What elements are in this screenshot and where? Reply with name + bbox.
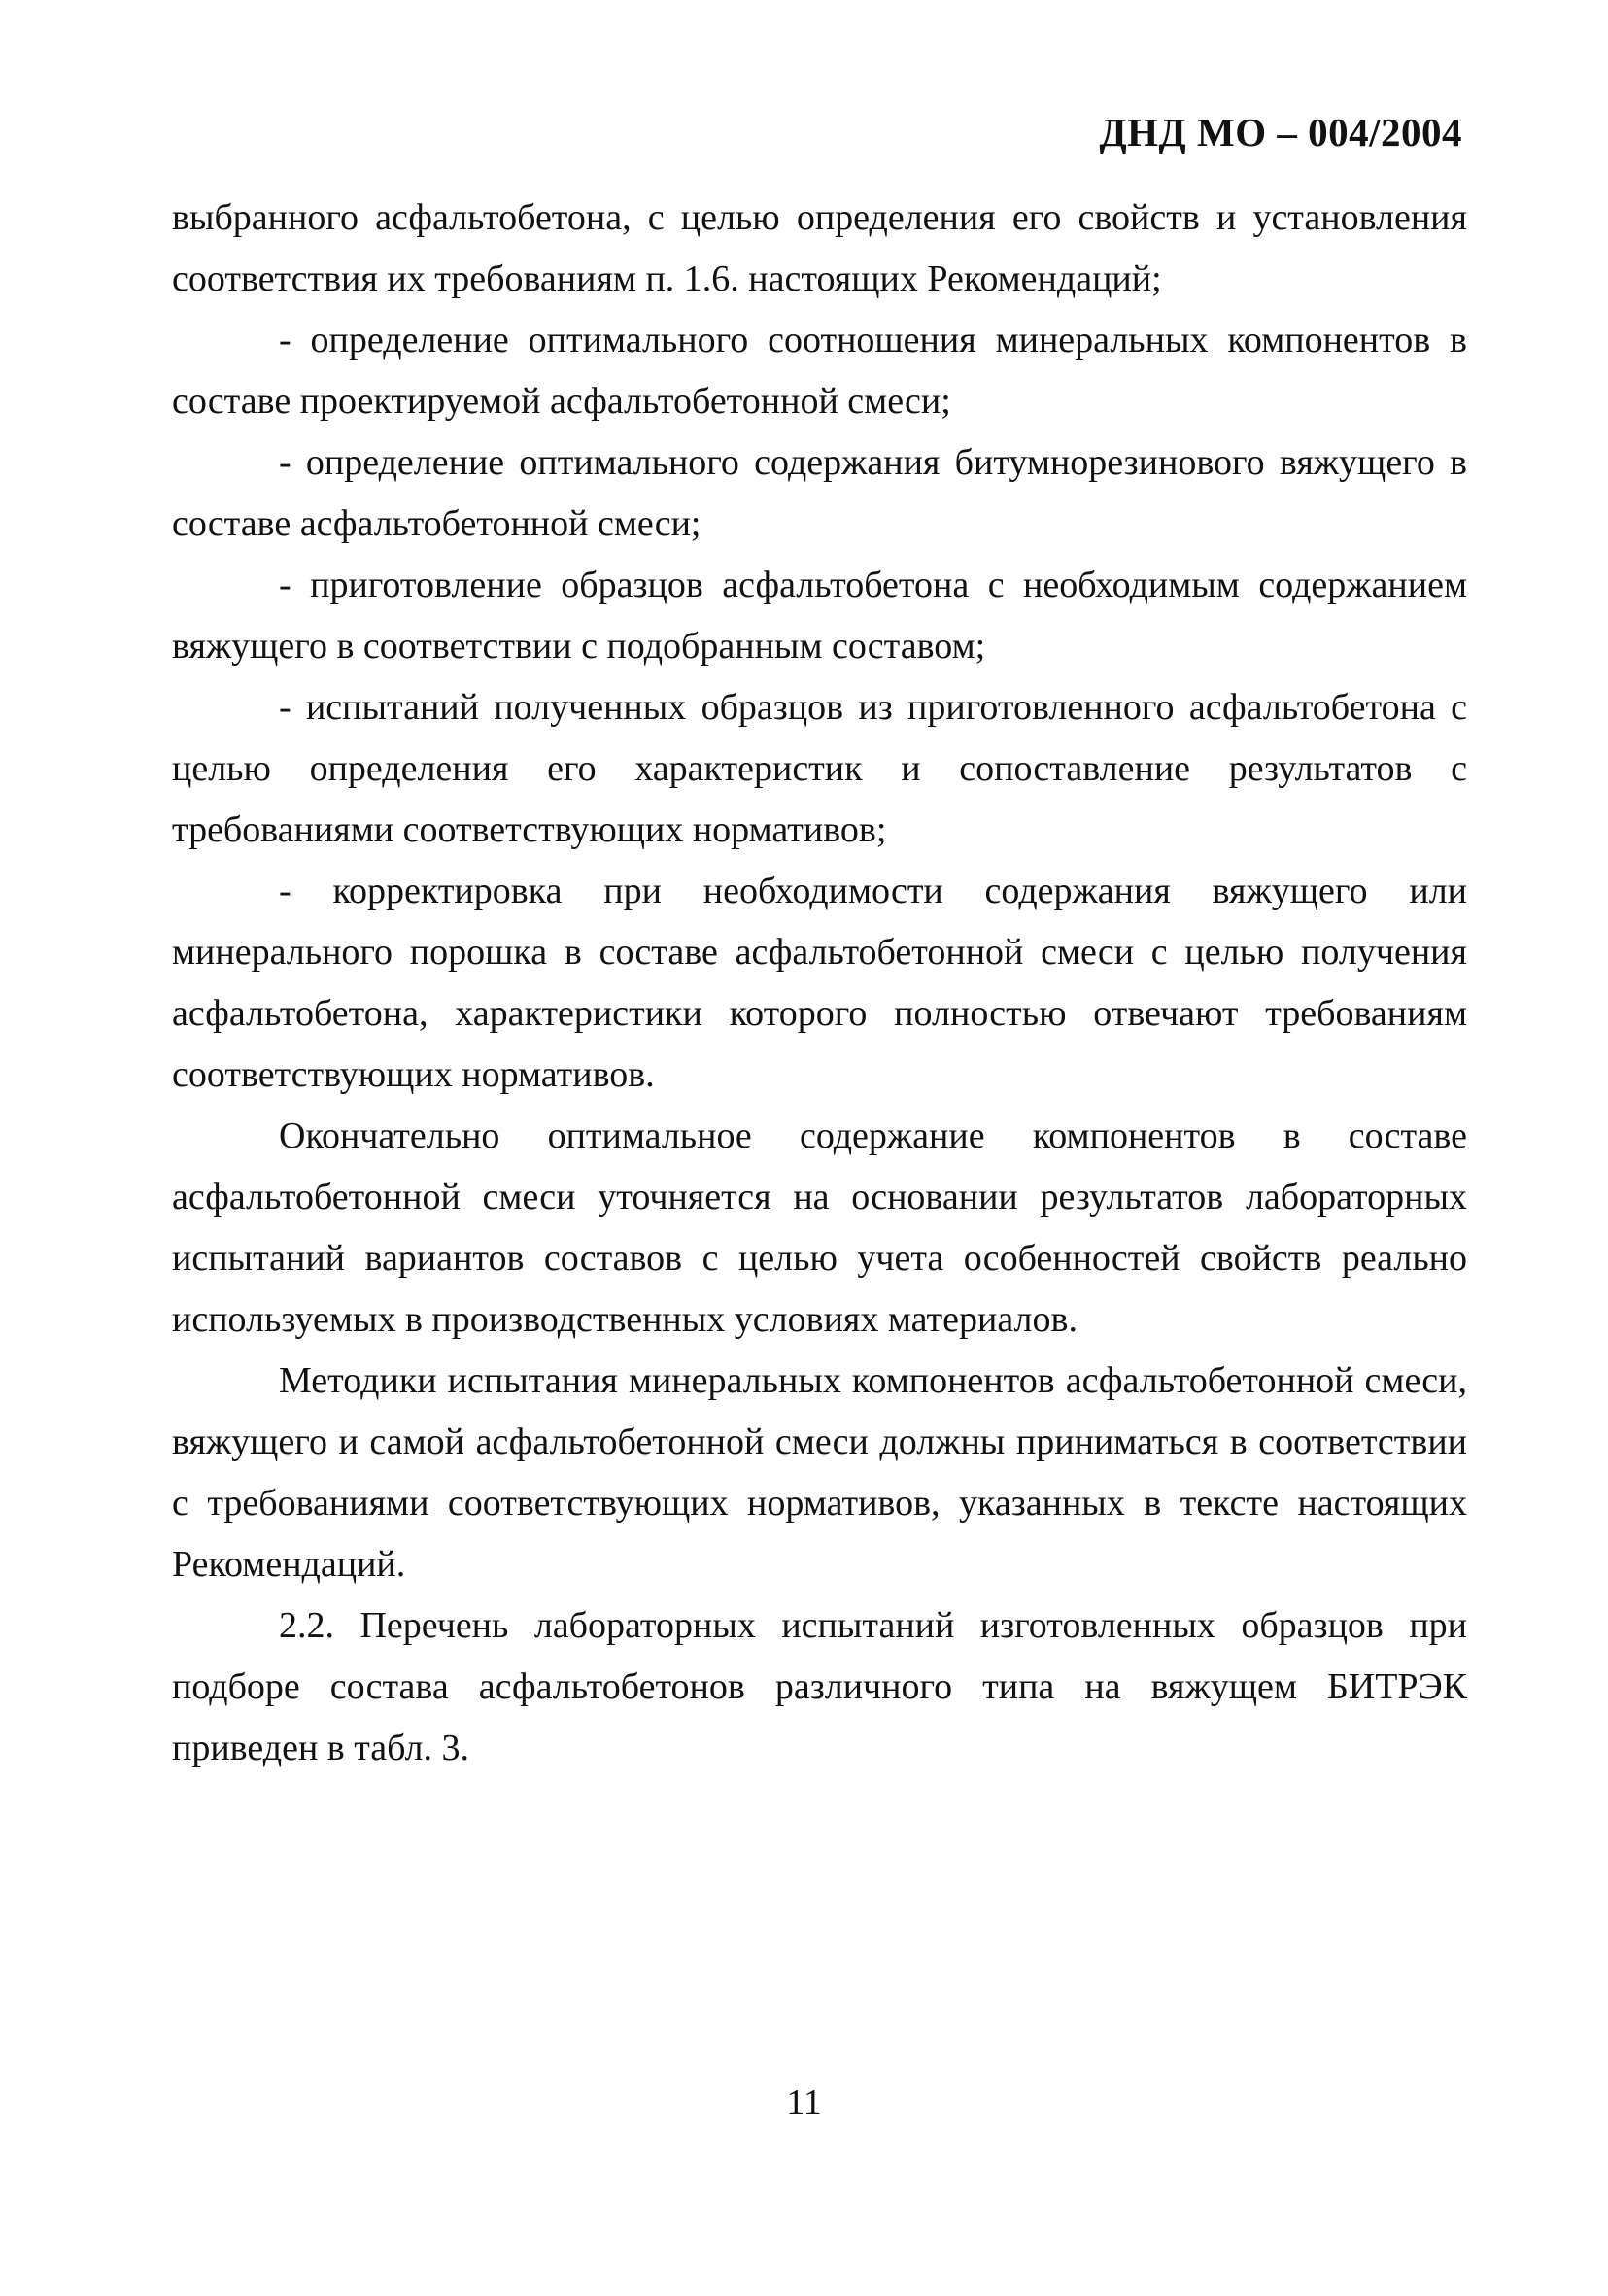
- list-item-sample-preparation: - приготовление образцов асфальтобетона с необходимым содержанием вяжущего в соответствии с подобранным составом;: [172, 565, 1467, 667]
- paragraph-section-2-2: 2.2. Перечень лабораторных испытаний изготовленных образцов при подборе состава асфальтобетонов различного типа на вяжущем БИТРЭК приведен в табл. 3.: [172, 1605, 1467, 1768]
- list-item-sample-testing: - испытаний полученных образцов из приготовленного асфальтобетона с целью определения его характеристик и сопоставление результатов с требованиями соответствующих нормативов;: [172, 687, 1467, 850]
- list-item-mineral-ratio: - определение оптимального соотношения минеральных компонентов в составе проектируемой асфальтобетонной смеси;: [172, 320, 1467, 422]
- page-number: 11: [786, 2082, 822, 2123]
- list-item-correction: - корректировка при необходимости содержания вяжущего или минерального порошка в составе асфальтобетонной смеси с целью получения асфальтобетона, характеристики которого полностью отвечают требованиям соответствующих нормативов.: [172, 871, 1467, 1095]
- list-item-binder-content: - определение оптимального содержания битумнорезинового вяжущего в составе асфальтобетонной смеси;: [172, 442, 1467, 544]
- body-text: [172, 188, 1467, 1779]
- paragraph-continuation: выбранного асфальтобетона, с целью определения его свойств и установления соответствия их требованиям п. 1.6. настоящих Рекомендаций;: [172, 197, 1467, 299]
- paragraph-final-content: Окончательно оптимальное содержание компонентов в составе асфальтобетонной смеси уточняется на основании результатов лабораторных испытаний вариантов составов с целью учета особенностей свойств реально используемых в производственных условиях материалов.: [172, 1115, 1467, 1340]
- document-code-header: ДНД МО – 004/2004: [1099, 110, 1462, 154]
- paragraph-test-methods: Методики испытания минеральных компонентов асфальтобетонной смеси, вяжущего и самой асфальтобетонной смеси должны приниматься в соответствии с требованиями соответствующих нормативов, указанных в тексте настоящих Рекомендаций.: [172, 1360, 1467, 1585]
